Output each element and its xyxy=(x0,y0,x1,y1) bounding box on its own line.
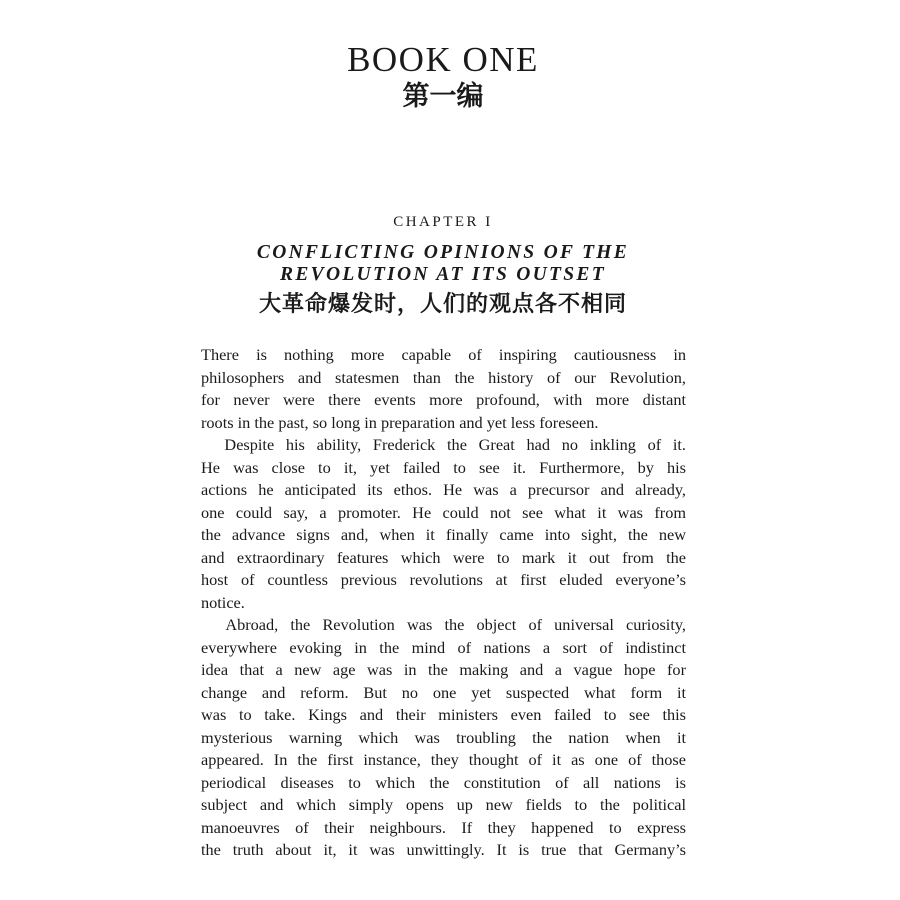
text-line: host of countless previous revolutions at first eluded everyone’s xyxy=(201,570,686,589)
text-line: and extraordinary features which were to mark it out from the xyxy=(201,547,686,567)
text-line: mysterious warning which was troubling the nation when it xyxy=(201,727,686,747)
text-line: periodical diseases to which the constitution of all nations is xyxy=(201,772,686,792)
chapter-label: CHAPTER I xyxy=(393,214,493,230)
chapter-heading xyxy=(0,242,886,286)
text-line: roots in the past, so long in preparation and yet less foreseen. xyxy=(201,412,599,432)
text-line: idea that a new age was in the making and a vague hope for xyxy=(201,660,686,679)
text-line: philosophers and statesmen than the history of our Revolution, xyxy=(201,367,686,387)
text-line: manoeuvres of their neighbours. If they happened to express xyxy=(201,817,686,837)
chapter-heading-line-2: REVOLUTION AT ITS OUTSET xyxy=(280,264,606,285)
text-line: notice. xyxy=(201,592,245,612)
text-line: Despite his ability, Frederick the Great had no inkling of it. xyxy=(201,435,686,454)
text-line: for never were there events more profound, with more distant xyxy=(201,390,686,409)
book-title-chinese: 第一编 xyxy=(402,81,484,112)
chapter-heading-chinese: 大革命爆发时，人们的观点各不相同 xyxy=(258,292,627,317)
text-line: change and reform. But no one yet suspected what form it xyxy=(201,682,686,702)
text-line: one could say, a promoter. He could not see what it was from xyxy=(201,502,686,522)
text-line: the truth about it, it was unwittingly. It is true that Germany’s xyxy=(201,840,686,859)
text-line: appeared. In the first instance, they thought of it as one of those xyxy=(201,750,686,769)
book-title: BOOK ONE xyxy=(347,40,539,79)
chapter-heading-line-1: CONFLICTING OPINIONS OF THE xyxy=(256,242,630,263)
text-line: He was close to it, yet failed to see it. Furthermore, by his xyxy=(201,457,686,477)
text-line: Abroad, the Revolution was the object of universal curiosity, xyxy=(201,615,686,634)
text-line: subject and which simply opens up new fields to the political xyxy=(201,795,686,814)
text-line: There is nothing more capable of inspiring cautiousness in xyxy=(201,345,686,364)
text-line: everywhere evoking in the mind of nations a sort of indistinct xyxy=(201,637,686,657)
text-line: the advance signs and, when it finally came into sight, the new xyxy=(201,525,686,544)
text-line: actions he anticipated its ethos. He was a precursor and already, xyxy=(201,480,686,499)
body-text xyxy=(201,344,686,862)
text-line: was to take. Kings and their ministers even failed to see this xyxy=(201,705,686,724)
